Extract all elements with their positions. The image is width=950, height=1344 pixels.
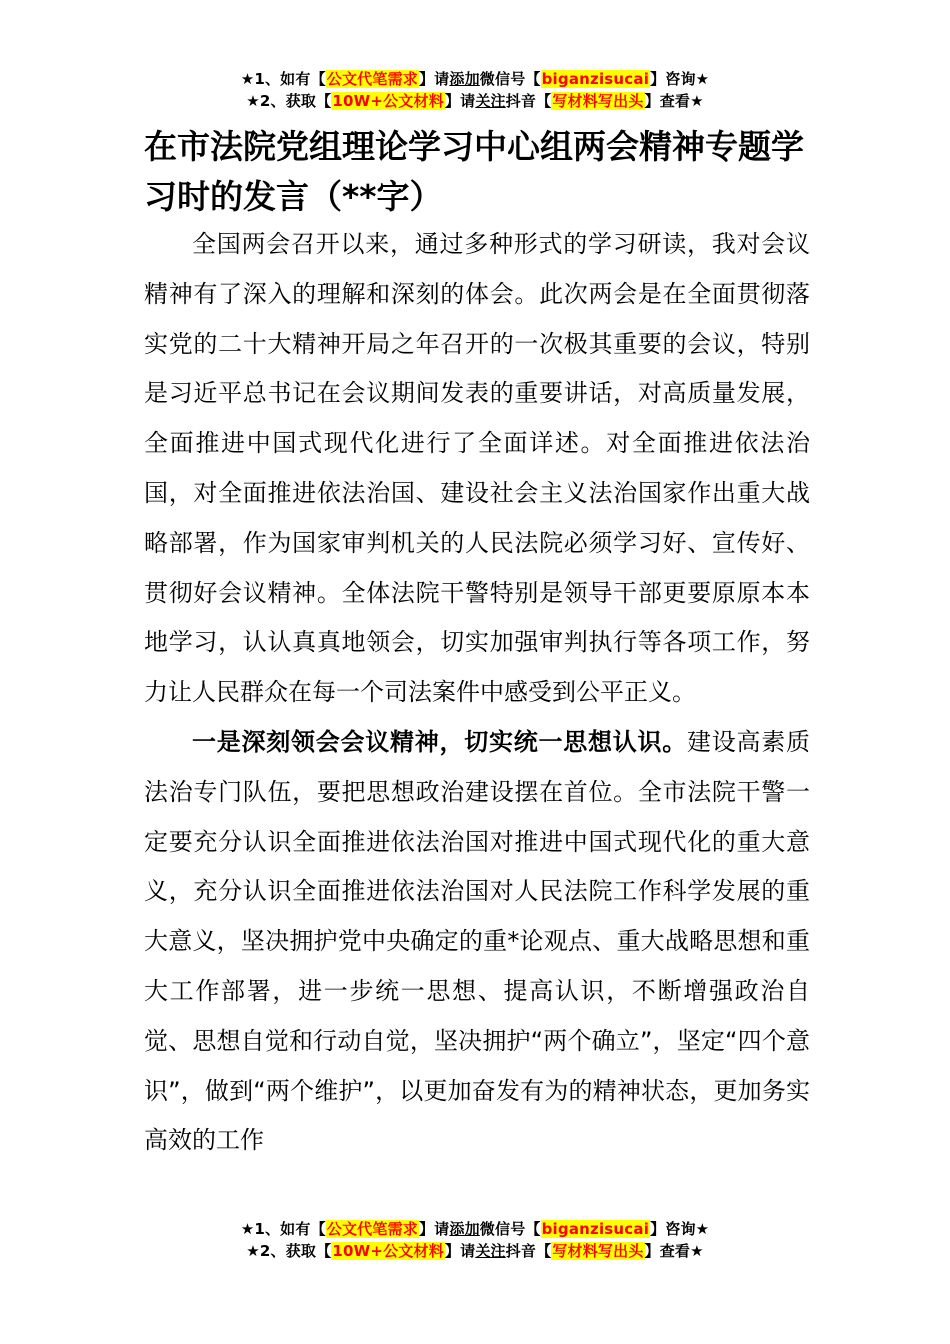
- header-highlight-materials: 10W+公文材料: [332, 92, 444, 110]
- header-underlined-follow: 关注: [475, 92, 506, 110]
- header-line-2: [0, 90, 950, 112]
- header-line-1-suffix: 】咨询★: [650, 70, 710, 88]
- header-line-2-mid2: 抖音【: [505, 92, 552, 110]
- header-highlight-wechat-id: biganzisucai: [541, 70, 650, 88]
- document-title: 在市法院党组理论学习中心组两会精神专题学习时的发言（**字）: [144, 127, 804, 216]
- footer-underlined-add: 添加: [449, 1220, 480, 1238]
- footer-line-2-prefix: ★2、获取【: [246, 1242, 332, 1260]
- footer-underlined-follow: 关注: [475, 1242, 506, 1260]
- header-line-1-mid2: 微信号【: [479, 70, 541, 88]
- footer-highlight-wechat-id: biganzisucai: [541, 1220, 650, 1238]
- footer-line-1: [0, 1218, 950, 1240]
- header-highlight-douyin-account: 写材料写出头: [552, 92, 644, 110]
- footer-line-1-suffix: 】咨询★: [650, 1220, 710, 1238]
- header-highlight-service: 公文代笔需求: [326, 70, 418, 88]
- footer-banner: [0, 1218, 950, 1262]
- footer-line-1-mid1: 】请: [418, 1220, 450, 1238]
- footer-highlight-materials: 10W+公文材料: [332, 1242, 444, 1260]
- header-line-1-mid1: 】请: [418, 70, 450, 88]
- header-line-2-prefix: ★2、获取【: [246, 92, 332, 110]
- header-line-2-mid1: 】请: [444, 92, 476, 110]
- footer-line-2: [0, 1240, 950, 1262]
- paragraph-point-one-heading: 一是深刻领会会议精神，切实统一思想认识。: [192, 727, 687, 756]
- document-body: [144, 220, 810, 1166]
- paragraph-intro: 全国两会召开以来，通过多种形式的学习研读，我对会议精神有了深入的理解和深刻的体会。此次两会是在全面贯彻落实党的二十大精神开局之年召开的一次极其重要的会议，特别是习近平总书记在会议期间发表的重要讲话，对高质量发展，全面推进中国式现代化进行了全面详述。对全面推进依法治国，对全面推进依法治国、建设社会主义法治国家作出重大战略部署，作为国家审判机关的人民法院必须学习好、宣传好、贯彻好会议精神。全体法院干警特别是领导干部更要原原本本地学习，认认真真地领会，切实加强审判执行等各项工作，努力让人民群众在每一个司法案件中感受到公平正义。: [144, 230, 810, 707]
- footer-highlight-service: 公文代笔需求: [326, 1220, 418, 1238]
- paragraph-point-one: [144, 718, 810, 1166]
- header-banner: [0, 68, 950, 112]
- footer-highlight-douyin-account: 写材料写出头: [552, 1242, 644, 1260]
- header-underlined-add: 添加: [449, 70, 480, 88]
- header-line-1-prefix: ★1、如有【: [240, 70, 326, 88]
- footer-line-1-prefix: ★1、如有【: [240, 1220, 326, 1238]
- footer-line-1-mid2: 微信号【: [479, 1220, 541, 1238]
- header-line-1: [0, 68, 950, 90]
- footer-line-2-mid1: 】请: [444, 1242, 476, 1260]
- header-line-2-suffix: 】查看★: [644, 92, 704, 110]
- paragraph-point-one-body: 建设高素质法治专门队伍，要把思想政治建设摆在首位。全市法院干警一定要充分认识全面推进依法治国对推进中国式现代化的重大意义，充分认识全面推进依法治国对人民法院工作科学发展的重大意义，坚决拥护党中央确定的重*论观点、重大战略思想和重大工作部署，进一步统一思想、提高认识，不断增强政治自觉、思想自觉和行动自觉，坚决拥护“两个确立”，坚定“四个意识”，做到“两个维护”，以更加奋发有为的精神状态，更加务实高效的工作: [144, 727, 810, 1155]
- footer-line-2-mid2: 抖音【: [505, 1242, 552, 1260]
- footer-line-2-suffix: 】查看★: [644, 1242, 704, 1260]
